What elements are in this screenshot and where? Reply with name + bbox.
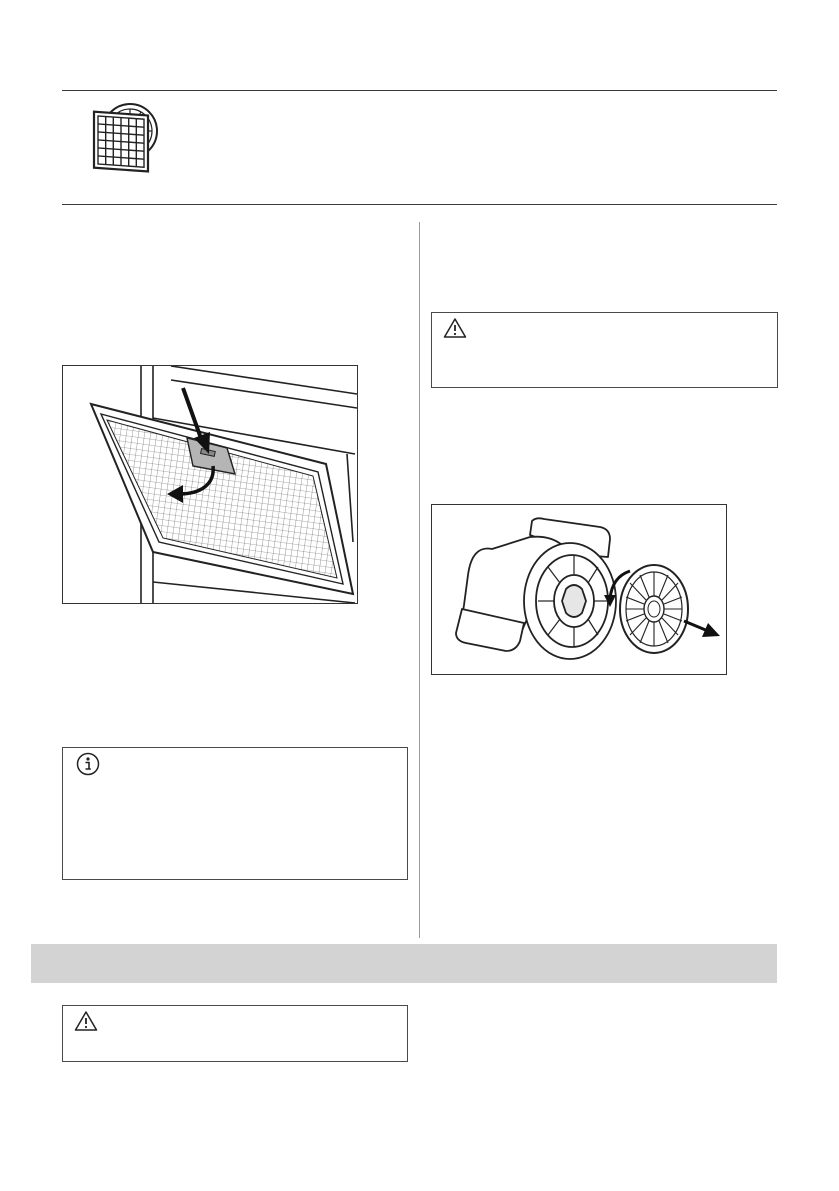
header-top-rule bbox=[62, 90, 777, 91]
column-divider bbox=[419, 222, 420, 938]
info-circle-icon bbox=[76, 752, 100, 776]
warning-triangle-icon bbox=[74, 1010, 98, 1032]
section-heading-band bbox=[31, 944, 777, 983]
warning-box-right bbox=[431, 312, 778, 388]
header-bottom-rule bbox=[62, 204, 777, 205]
grease-filter-removal-illustration bbox=[62, 365, 358, 604]
info-note-box bbox=[62, 747, 408, 880]
carbon-filter-removal-illustration bbox=[431, 504, 727, 675]
grease-filter-and-carbon-filter-icon bbox=[80, 97, 176, 179]
warning-box-bottom bbox=[62, 1005, 408, 1062]
warning-triangle-icon bbox=[443, 317, 467, 339]
